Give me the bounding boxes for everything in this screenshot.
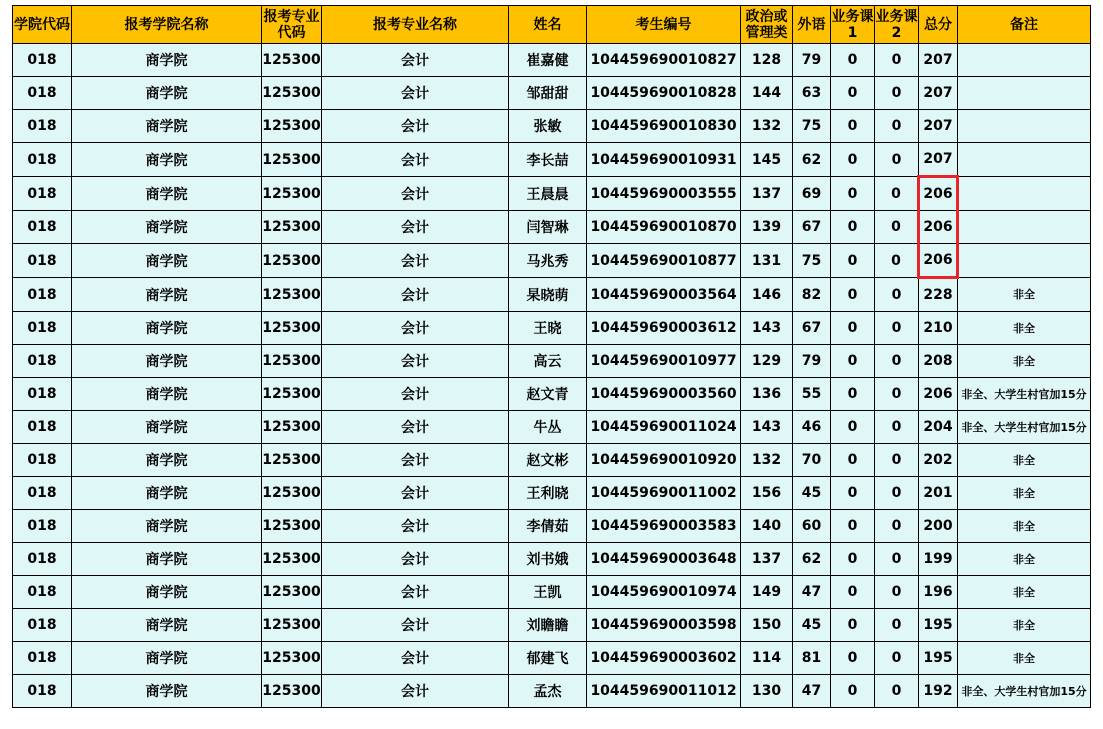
cell-college-name: 商学院 (72, 411, 262, 444)
cell-major-code: 125300 (262, 510, 322, 543)
table-row (13, 143, 1091, 177)
cell-name: 邹甜甜 (509, 77, 587, 110)
cell-college-name: 商学院 (72, 77, 262, 110)
cell-politics: 136 (741, 378, 793, 411)
cell-exam-id: 104459690003583 (587, 510, 741, 543)
cell-college-name: 商学院 (72, 543, 262, 576)
cell-note: 非全 (958, 278, 1091, 312)
cell-politics: 114 (741, 642, 793, 675)
cell-college-code: 018 (13, 211, 72, 244)
cell-name: 赵文青 (509, 378, 587, 411)
header-college-code: 学院代码 (13, 6, 72, 44)
cell-total: 210 (919, 312, 958, 345)
cell-foreign-language: 67 (793, 312, 831, 345)
cell-college-code: 018 (13, 143, 72, 177)
table-row (13, 312, 1091, 345)
cell-major-code: 125300 (262, 244, 322, 278)
table-row (13, 244, 1091, 278)
cell-name: 王晓 (509, 312, 587, 345)
cell-politics: 144 (741, 77, 793, 110)
table-row (13, 211, 1091, 244)
cell-college-name: 商学院 (72, 177, 262, 211)
cell-subject-2: 0 (875, 411, 919, 444)
cell-note (958, 110, 1091, 143)
cell-major-name: 会计 (322, 510, 509, 543)
cell-foreign-language: 81 (793, 642, 831, 675)
cell-college-name: 商学院 (72, 510, 262, 543)
cell-college-code: 018 (13, 477, 72, 510)
cell-subject-2: 0 (875, 177, 919, 211)
cell-major-code: 125300 (262, 477, 322, 510)
cell-college-name: 商学院 (72, 44, 262, 77)
cell-politics: 150 (741, 609, 793, 642)
cell-major-name: 会计 (322, 177, 509, 211)
cell-major-name: 会计 (322, 244, 509, 278)
cell-college-name: 商学院 (72, 312, 262, 345)
cell-major-code: 125300 (262, 77, 322, 110)
cell-total: 204 (919, 411, 958, 444)
cell-major-code: 125300 (262, 177, 322, 211)
header-politics: 政治或管理类 (741, 6, 793, 44)
cell-note: 非全 (958, 477, 1091, 510)
cell-major-name: 会计 (322, 675, 509, 708)
cell-subject-2: 0 (875, 110, 919, 143)
cell-college-code: 018 (13, 44, 72, 77)
cell-total: 200 (919, 510, 958, 543)
cell-major-code: 125300 (262, 378, 322, 411)
cell-college-code: 018 (13, 77, 72, 110)
cell-total-highlighted: 206 (919, 211, 958, 244)
cell-name: 孟杰 (509, 675, 587, 708)
cell-subject-1: 0 (831, 244, 875, 278)
cell-note (958, 143, 1091, 177)
cell-major-name: 会计 (322, 642, 509, 675)
cell-exam-id: 104459690003555 (587, 177, 741, 211)
cell-politics: 139 (741, 211, 793, 244)
cell-major-code: 125300 (262, 44, 322, 77)
cell-foreign-language: 75 (793, 244, 831, 278)
cell-subject-2: 0 (875, 44, 919, 77)
cell-foreign-language: 62 (793, 543, 831, 576)
cell-name: 刘书娥 (509, 543, 587, 576)
table-row (13, 444, 1091, 477)
cell-major-code: 125300 (262, 411, 322, 444)
table-row (13, 278, 1091, 312)
cell-college-name: 商学院 (72, 576, 262, 609)
cell-note (958, 177, 1091, 211)
cell-total: 208 (919, 345, 958, 378)
cell-politics: 132 (741, 444, 793, 477)
cell-foreign-language: 79 (793, 44, 831, 77)
cell-subject-2: 0 (875, 477, 919, 510)
cell-politics: 140 (741, 510, 793, 543)
cell-college-code: 018 (13, 510, 72, 543)
cell-college-code: 018 (13, 642, 72, 675)
cell-name: 王凯 (509, 576, 587, 609)
cell-total: 207 (919, 143, 958, 177)
cell-college-name: 商学院 (72, 278, 262, 312)
cell-total: 207 (919, 44, 958, 77)
table-row (13, 411, 1091, 444)
cell-name: 赵文彬 (509, 444, 587, 477)
cell-note (958, 244, 1091, 278)
cell-foreign-language: 67 (793, 211, 831, 244)
cell-name: 王利晓 (509, 477, 587, 510)
cell-exam-id: 104459690011002 (587, 477, 741, 510)
cell-subject-2: 0 (875, 143, 919, 177)
table-row (13, 543, 1091, 576)
table-body (13, 44, 1091, 708)
cell-politics: 149 (741, 576, 793, 609)
cell-major-code: 125300 (262, 312, 322, 345)
table-row (13, 77, 1091, 110)
cell-foreign-language: 62 (793, 143, 831, 177)
header-foreign-language: 外语 (793, 6, 831, 44)
cell-subject-1: 0 (831, 77, 875, 110)
cell-politics: 130 (741, 675, 793, 708)
cell-name: 崔嘉健 (509, 44, 587, 77)
admission-score-table (12, 5, 1091, 708)
cell-subject-2: 0 (875, 244, 919, 278)
cell-subject-2: 0 (875, 378, 919, 411)
cell-note: 非全 (958, 510, 1091, 543)
cell-politics: 137 (741, 543, 793, 576)
cell-major-code: 125300 (262, 278, 322, 312)
cell-major-code: 125300 (262, 143, 322, 177)
cell-subject-2: 0 (875, 576, 919, 609)
cell-subject-2: 0 (875, 543, 919, 576)
cell-college-code: 018 (13, 278, 72, 312)
cell-note: 非全 (958, 543, 1091, 576)
cell-note: 非全、大学生村官加15分 (958, 378, 1091, 411)
cell-name: 郁建飞 (509, 642, 587, 675)
cell-total: 195 (919, 609, 958, 642)
cell-exam-id: 104459690010974 (587, 576, 741, 609)
cell-name: 牛丛 (509, 411, 587, 444)
cell-foreign-language: 79 (793, 345, 831, 378)
cell-note (958, 44, 1091, 77)
cell-exam-id: 104459690010870 (587, 211, 741, 244)
cell-subject-2: 0 (875, 278, 919, 312)
header-subject-2: 业务课2 (875, 6, 919, 44)
cell-college-code: 018 (13, 411, 72, 444)
cell-foreign-language: 46 (793, 411, 831, 444)
cell-subject-1: 0 (831, 143, 875, 177)
table-row (13, 642, 1091, 675)
cell-note: 非全 (958, 444, 1091, 477)
cell-subject-2: 0 (875, 77, 919, 110)
header-college-name: 报考学院名称 (72, 6, 262, 44)
cell-college-name: 商学院 (72, 444, 262, 477)
cell-exam-id: 104459690010977 (587, 345, 741, 378)
cell-subject-2: 0 (875, 345, 919, 378)
cell-total: 196 (919, 576, 958, 609)
cell-major-code: 125300 (262, 444, 322, 477)
cell-total: 207 (919, 77, 958, 110)
cell-politics: 128 (741, 44, 793, 77)
cell-major-name: 会计 (322, 411, 509, 444)
cell-exam-id: 104459690003564 (587, 278, 741, 312)
cell-total: 207 (919, 110, 958, 143)
cell-subject-1: 0 (831, 44, 875, 77)
cell-major-name: 会计 (322, 576, 509, 609)
cell-college-code: 018 (13, 244, 72, 278)
table-row (13, 44, 1091, 77)
cell-foreign-language: 60 (793, 510, 831, 543)
cell-total-highlighted: 206 (919, 177, 958, 211)
cell-name: 高云 (509, 345, 587, 378)
cell-total: 206 (919, 378, 958, 411)
header-total: 总分 (919, 6, 958, 44)
cell-total: 199 (919, 543, 958, 576)
cell-note: 非全 (958, 312, 1091, 345)
cell-exam-id: 104459690003598 (587, 609, 741, 642)
cell-major-code: 125300 (262, 675, 322, 708)
cell-subject-1: 0 (831, 177, 875, 211)
header-major-code: 报考专业代码 (262, 6, 322, 44)
cell-college-name: 商学院 (72, 211, 262, 244)
cell-foreign-language: 55 (793, 378, 831, 411)
cell-politics: 129 (741, 345, 793, 378)
cell-name: 李长喆 (509, 143, 587, 177)
cell-name: 马兆秀 (509, 244, 587, 278)
cell-exam-id: 104459690003612 (587, 312, 741, 345)
cell-subject-2: 0 (875, 510, 919, 543)
cell-college-code: 018 (13, 543, 72, 576)
cell-subject-2: 0 (875, 675, 919, 708)
cell-total: 192 (919, 675, 958, 708)
cell-total: 228 (919, 278, 958, 312)
cell-major-name: 会计 (322, 477, 509, 510)
cell-college-name: 商学院 (72, 609, 262, 642)
cell-major-code: 125300 (262, 576, 322, 609)
cell-exam-id: 104459690010920 (587, 444, 741, 477)
cell-subject-1: 0 (831, 110, 875, 143)
cell-foreign-language: 63 (793, 77, 831, 110)
cell-major-name: 会计 (322, 211, 509, 244)
cell-subject-2: 0 (875, 609, 919, 642)
cell-college-code: 018 (13, 444, 72, 477)
cell-college-code: 018 (13, 675, 72, 708)
cell-politics: 145 (741, 143, 793, 177)
cell-subject-1: 0 (831, 543, 875, 576)
cell-major-code: 125300 (262, 609, 322, 642)
table-row (13, 576, 1091, 609)
cell-college-name: 商学院 (72, 244, 262, 278)
table-row (13, 110, 1091, 143)
cell-major-name: 会计 (322, 609, 509, 642)
cell-college-code: 018 (13, 378, 72, 411)
cell-college-name: 商学院 (72, 477, 262, 510)
header-note: 备注 (958, 6, 1091, 44)
cell-college-name: 商学院 (72, 110, 262, 143)
table-row (13, 177, 1091, 211)
cell-college-name: 商学院 (72, 345, 262, 378)
cell-college-name: 商学院 (72, 378, 262, 411)
cell-major-name: 会计 (322, 110, 509, 143)
cell-note: 非全 (958, 576, 1091, 609)
cell-subject-1: 0 (831, 609, 875, 642)
table-row (13, 510, 1091, 543)
cell-foreign-language: 75 (793, 110, 831, 143)
cell-foreign-language: 47 (793, 576, 831, 609)
cell-foreign-language: 82 (793, 278, 831, 312)
cell-college-code: 018 (13, 312, 72, 345)
cell-note (958, 211, 1091, 244)
table-row (13, 378, 1091, 411)
cell-note: 非全 (958, 345, 1091, 378)
header-name: 姓名 (509, 6, 587, 44)
cell-college-code: 018 (13, 177, 72, 211)
cell-major-code: 125300 (262, 110, 322, 143)
cell-subject-1: 0 (831, 477, 875, 510)
cell-exam-id: 104459690011024 (587, 411, 741, 444)
cell-note (958, 77, 1091, 110)
cell-subject-1: 0 (831, 411, 875, 444)
cell-foreign-language: 45 (793, 609, 831, 642)
cell-foreign-language: 45 (793, 477, 831, 510)
cell-name: 闫智琳 (509, 211, 587, 244)
cell-politics: 137 (741, 177, 793, 211)
cell-subject-1: 0 (831, 312, 875, 345)
cell-major-name: 会计 (322, 543, 509, 576)
cell-total: 202 (919, 444, 958, 477)
cell-note: 非全 (958, 609, 1091, 642)
cell-name: 李倩茹 (509, 510, 587, 543)
cell-name: 刘瞻瞻 (509, 609, 587, 642)
cell-total-highlighted: 206 (919, 244, 958, 278)
cell-exam-id: 104459690003560 (587, 378, 741, 411)
cell-exam-id: 104459690003602 (587, 642, 741, 675)
header-row (13, 6, 1091, 44)
cell-subject-1: 0 (831, 444, 875, 477)
cell-major-name: 会计 (322, 77, 509, 110)
header-major-name: 报考专业名称 (322, 6, 509, 44)
table-row (13, 345, 1091, 378)
cell-major-code: 125300 (262, 211, 322, 244)
cell-subject-1: 0 (831, 378, 875, 411)
cell-subject-1: 0 (831, 675, 875, 708)
cell-subject-1: 0 (831, 642, 875, 675)
header-exam-id: 考生编号 (587, 6, 741, 44)
cell-foreign-language: 47 (793, 675, 831, 708)
cell-politics: 131 (741, 244, 793, 278)
cell-note: 非全、大学生村官加15分 (958, 675, 1091, 708)
cell-subject-2: 0 (875, 444, 919, 477)
cell-exam-id: 104459690003648 (587, 543, 741, 576)
cell-college-code: 018 (13, 609, 72, 642)
cell-major-name: 会计 (322, 143, 509, 177)
cell-name: 杲晓萌 (509, 278, 587, 312)
cell-major-name: 会计 (322, 44, 509, 77)
header-subject-1: 业务课1 (831, 6, 875, 44)
cell-politics: 156 (741, 477, 793, 510)
cell-politics: 132 (741, 110, 793, 143)
cell-foreign-language: 69 (793, 177, 831, 211)
cell-college-code: 018 (13, 345, 72, 378)
cell-major-name: 会计 (322, 444, 509, 477)
cell-foreign-language: 70 (793, 444, 831, 477)
cell-subject-1: 0 (831, 278, 875, 312)
cell-exam-id: 104459690011012 (587, 675, 741, 708)
cell-major-code: 125300 (262, 642, 322, 675)
cell-politics: 146 (741, 278, 793, 312)
cell-exam-id: 104459690010827 (587, 44, 741, 77)
cell-subject-2: 0 (875, 211, 919, 244)
cell-college-code: 018 (13, 110, 72, 143)
cell-major-name: 会计 (322, 278, 509, 312)
cell-college-code: 018 (13, 576, 72, 609)
cell-college-name: 商学院 (72, 642, 262, 675)
cell-subject-2: 0 (875, 642, 919, 675)
cell-college-name: 商学院 (72, 143, 262, 177)
cell-exam-id: 104459690010931 (587, 143, 741, 177)
cell-politics: 143 (741, 312, 793, 345)
cell-note: 非全 (958, 642, 1091, 675)
cell-note: 非全、大学生村官加15分 (958, 411, 1091, 444)
cell-exam-id: 104459690010830 (587, 110, 741, 143)
cell-politics: 143 (741, 411, 793, 444)
table-row (13, 675, 1091, 708)
cell-college-name: 商学院 (72, 675, 262, 708)
cell-major-code: 125300 (262, 543, 322, 576)
cell-major-name: 会计 (322, 378, 509, 411)
cell-exam-id: 104459690010877 (587, 244, 741, 278)
cell-major-name: 会计 (322, 312, 509, 345)
table-row (13, 609, 1091, 642)
cell-major-name: 会计 (322, 345, 509, 378)
cell-subject-1: 0 (831, 345, 875, 378)
cell-name: 张敏 (509, 110, 587, 143)
table-row (13, 477, 1091, 510)
cell-total: 201 (919, 477, 958, 510)
cell-subject-1: 0 (831, 211, 875, 244)
cell-subject-1: 0 (831, 576, 875, 609)
cell-major-code: 125300 (262, 345, 322, 378)
cell-exam-id: 104459690010828 (587, 77, 741, 110)
cell-total: 195 (919, 642, 958, 675)
cell-name: 王晨晨 (509, 177, 587, 211)
cell-subject-1: 0 (831, 510, 875, 543)
cell-subject-2: 0 (875, 312, 919, 345)
